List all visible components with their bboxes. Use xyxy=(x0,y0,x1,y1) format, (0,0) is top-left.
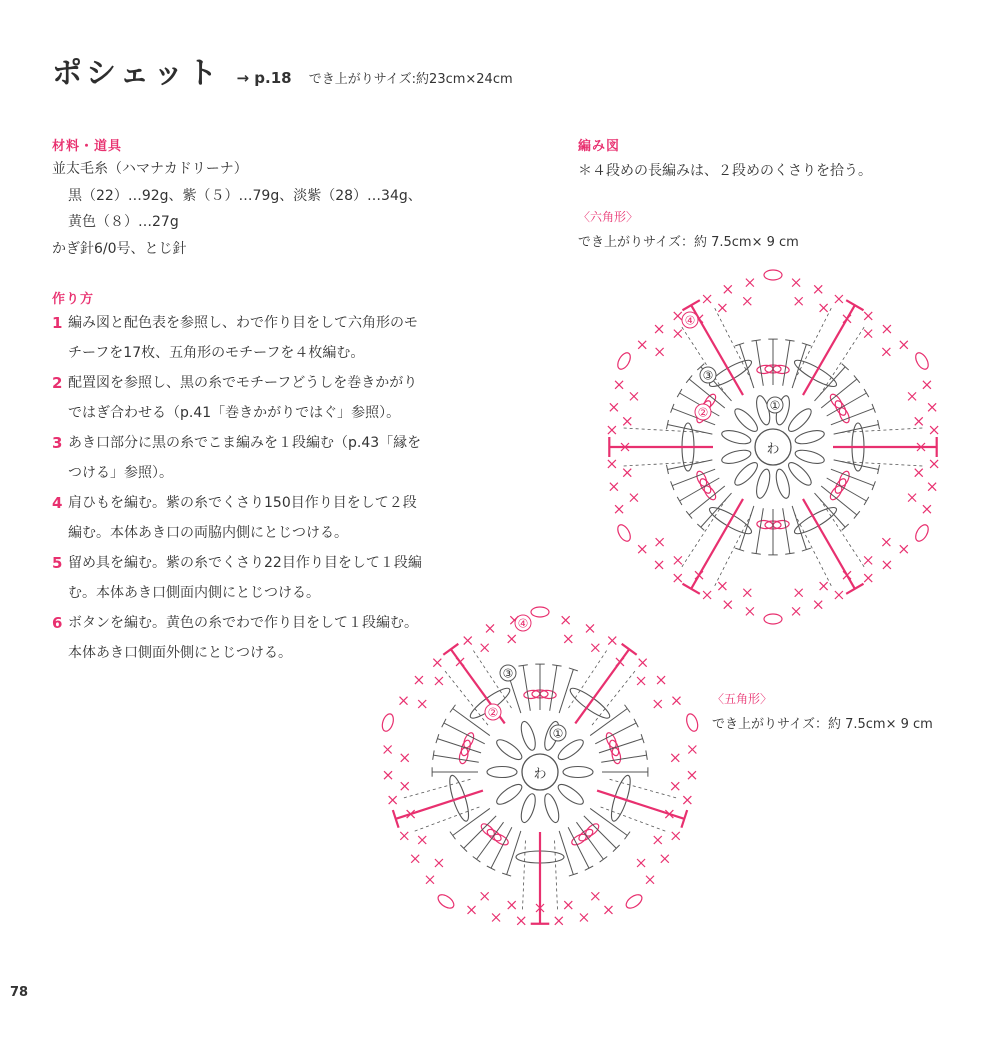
materials-line: 黄色（８）…27g xyxy=(68,214,179,230)
chart-mark xyxy=(667,460,712,470)
chart-mark xyxy=(585,866,593,870)
step-item xyxy=(52,368,492,428)
chart-mark xyxy=(464,816,497,849)
svg-text:④: ④ xyxy=(684,313,696,328)
chart-mark xyxy=(913,523,931,544)
materials-line: 並太毛糸（ハマナカドリーナ） xyxy=(52,161,248,177)
chart-mark xyxy=(795,514,832,588)
step-number: 4 xyxy=(52,494,63,512)
chart-mark xyxy=(814,493,845,527)
row-marker-3 xyxy=(500,665,516,681)
row-marker-1 xyxy=(767,397,783,413)
chart-mark xyxy=(494,781,525,808)
step-number: 5 xyxy=(52,554,63,572)
chart-mark xyxy=(821,379,857,408)
chart-mark xyxy=(682,300,699,310)
chart-mark xyxy=(559,831,573,875)
chart-mark xyxy=(701,493,732,527)
chart-mark xyxy=(814,367,845,401)
chart-mark xyxy=(625,705,631,713)
materials-line: かぎ針6/0号、とじ針 xyxy=(52,241,187,257)
chart-mark xyxy=(610,779,678,798)
chart-mark xyxy=(854,375,860,382)
chart-mark xyxy=(550,665,557,710)
chart-mark xyxy=(785,459,814,488)
title-row xyxy=(52,48,513,91)
step-item xyxy=(52,308,492,368)
chart-mark xyxy=(600,857,608,863)
chart-mark xyxy=(785,406,814,435)
chart-mark xyxy=(568,649,607,708)
chart-mark xyxy=(685,712,700,732)
finished-size: でき上がりサイズ:約23cm×24cm xyxy=(308,72,513,87)
chart-mark xyxy=(380,712,395,732)
chart-mark xyxy=(599,739,643,753)
chart-mark xyxy=(634,719,638,727)
chart-mark xyxy=(794,448,826,466)
chart-mark xyxy=(518,720,538,752)
chart-mark xyxy=(821,486,857,515)
svg-text:③: ③ xyxy=(702,368,714,383)
chart-mark xyxy=(518,792,538,824)
step-number: 1 xyxy=(52,314,63,332)
chart-mark xyxy=(450,705,456,713)
step-number: 3 xyxy=(52,434,63,452)
chart-mark xyxy=(756,508,763,553)
chart-mark xyxy=(559,669,573,713)
chart-mark xyxy=(913,351,931,372)
chart-mark xyxy=(714,514,751,588)
chart-mark xyxy=(677,389,682,397)
chart-mark xyxy=(681,499,726,568)
step-text: ボタンを編む。黄色の糸でわで作り目をして１段編む。 本体あき口側面外側にとじつける。 xyxy=(68,615,418,661)
chart-mark xyxy=(473,857,481,863)
chart-mark xyxy=(764,270,782,280)
chart-mark xyxy=(487,866,495,870)
chart-mark xyxy=(494,736,525,763)
chart-mark xyxy=(682,584,699,594)
chart-mark xyxy=(402,779,470,798)
step-text: あき口部分に黒の糸でこま編みを１段編む（p.43「縁を つける」参照）。 xyxy=(68,435,422,481)
chart-mark xyxy=(555,840,558,910)
chart-mark xyxy=(783,340,790,385)
chart-mark xyxy=(792,506,806,550)
chart-mark xyxy=(624,892,644,911)
chart-mark xyxy=(450,832,456,840)
chart-mark xyxy=(783,508,790,553)
chart-mark xyxy=(615,351,633,372)
chart-mark xyxy=(622,644,637,655)
chart-mark xyxy=(433,755,478,762)
row-marker-4 xyxy=(515,615,531,631)
svg-text:②: ② xyxy=(487,705,499,720)
page-number: 78 xyxy=(10,985,29,1000)
hexagon-size: でき上がりサイズ：約 7.5cm× 9 cm xyxy=(578,235,799,250)
chart-mark xyxy=(667,425,712,435)
chart-mark xyxy=(437,739,481,753)
row-marker-1 xyxy=(550,725,566,741)
chart-mark xyxy=(677,497,682,505)
chart-mark xyxy=(720,448,752,466)
chart-mark xyxy=(679,478,719,501)
chart-mark xyxy=(854,511,860,518)
chart-mark xyxy=(689,486,725,515)
svg-text:④: ④ xyxy=(517,616,529,631)
pentagon-size: でき上がりサイズ：約 7.5cm× 9 cm xyxy=(712,717,933,732)
chart-mark xyxy=(740,344,754,388)
chart-mark xyxy=(597,791,684,819)
svg-text:①: ① xyxy=(769,398,781,413)
pentagon-label: 〈五角形〉 xyxy=(712,692,773,706)
row-marker-3 xyxy=(700,367,716,383)
step-text: 肩ひもを編む。紫の糸でくさり150目作り目をして２段 編む。本体あき口の両脇内側にとじつける。 xyxy=(68,495,417,541)
chart-mark xyxy=(531,607,549,617)
chart-mark xyxy=(834,425,879,435)
chart-mark xyxy=(615,523,633,544)
chart-mark xyxy=(686,375,692,382)
chart-mark xyxy=(686,511,692,518)
chart-mark xyxy=(444,670,488,725)
chart-mark xyxy=(846,584,863,594)
chart-mark xyxy=(522,840,525,910)
step-text: 留め具を編む。紫の糸でくさり22目作り目をして１段編 む。本体あき口側面内側にとじつける。 xyxy=(68,555,422,601)
chart-mark xyxy=(864,389,869,397)
step-item xyxy=(52,548,492,608)
magic-ring-label: わ xyxy=(533,767,547,782)
chart-mark xyxy=(756,340,763,385)
chart-mark xyxy=(740,506,754,550)
svg-text:①: ① xyxy=(552,726,564,741)
chart-mark xyxy=(584,816,617,849)
chart-mark xyxy=(846,300,863,310)
materials-heading: 材料・道具 xyxy=(52,139,123,154)
step-item xyxy=(52,488,492,548)
chart-mark xyxy=(542,792,562,824)
materials-line: 黒（22）…92g、紫（５）…79g、淡紫（28）…34g、 xyxy=(68,188,422,204)
chart-mark xyxy=(754,468,772,500)
diagram-note: ＊４段めの長編みは、２段めのくさりを拾う。 xyxy=(578,163,872,179)
chart-mark xyxy=(436,892,456,911)
method-heading: 作り方 xyxy=(52,292,95,307)
chart-mark xyxy=(774,468,792,500)
row-marker-4 xyxy=(682,312,698,328)
chart-mark xyxy=(714,307,751,381)
step-number: 6 xyxy=(52,614,63,632)
step-item xyxy=(52,428,492,488)
hexagon-label: 〈六角形〉 xyxy=(578,210,639,224)
row-marker-2 xyxy=(485,704,501,720)
chart-mark xyxy=(827,393,867,416)
chart-mark xyxy=(820,326,865,395)
step-number: 2 xyxy=(52,374,63,392)
magic-ring-label: わ xyxy=(766,442,780,457)
pentagon-crochet-chart xyxy=(360,600,715,975)
chart-mark xyxy=(395,791,482,819)
chart-mark xyxy=(864,497,869,505)
chart-mark xyxy=(764,614,782,624)
chart-mark xyxy=(681,326,726,395)
chart-mark xyxy=(555,781,586,808)
svg-text:③: ③ xyxy=(502,666,514,681)
chart-mark xyxy=(794,428,826,446)
svg-text:②: ② xyxy=(697,405,709,420)
hexagon-crochet-chart xyxy=(590,250,960,645)
chart-mark xyxy=(601,755,646,762)
page-title: ポシェット xyxy=(52,56,222,91)
step-text: 配置図を参照し、黒の糸でモチーフどうしを巻きかがり ではぎ合わせる（p.41「巻きかがりではぐ」参照）。 xyxy=(68,375,418,421)
chart-mark xyxy=(792,344,806,388)
page-reference: → p.18 xyxy=(236,69,292,87)
diagram-heading: 編み図 xyxy=(578,139,621,154)
chart-mark xyxy=(820,499,865,568)
chart-mark xyxy=(720,428,752,446)
chart-mark xyxy=(592,670,636,725)
chart-mark xyxy=(442,719,446,727)
chart-mark xyxy=(563,767,593,778)
row-marker-2 xyxy=(695,404,711,420)
chart-mark xyxy=(523,665,530,710)
chart-mark xyxy=(732,459,761,488)
chart-mark xyxy=(487,767,517,778)
chart-mark xyxy=(795,307,832,381)
chart-mark xyxy=(834,460,879,470)
chart-mark xyxy=(625,832,631,840)
chart-mark xyxy=(827,478,867,501)
chart-mark xyxy=(443,644,458,655)
step-text: 編み図と配色表を参照し、わで作り目をして六角形のモ チーフを17枚、五角形のモチーフを４枚編む。 xyxy=(68,315,418,361)
chart-mark xyxy=(732,406,761,435)
chart-mark xyxy=(507,831,521,875)
